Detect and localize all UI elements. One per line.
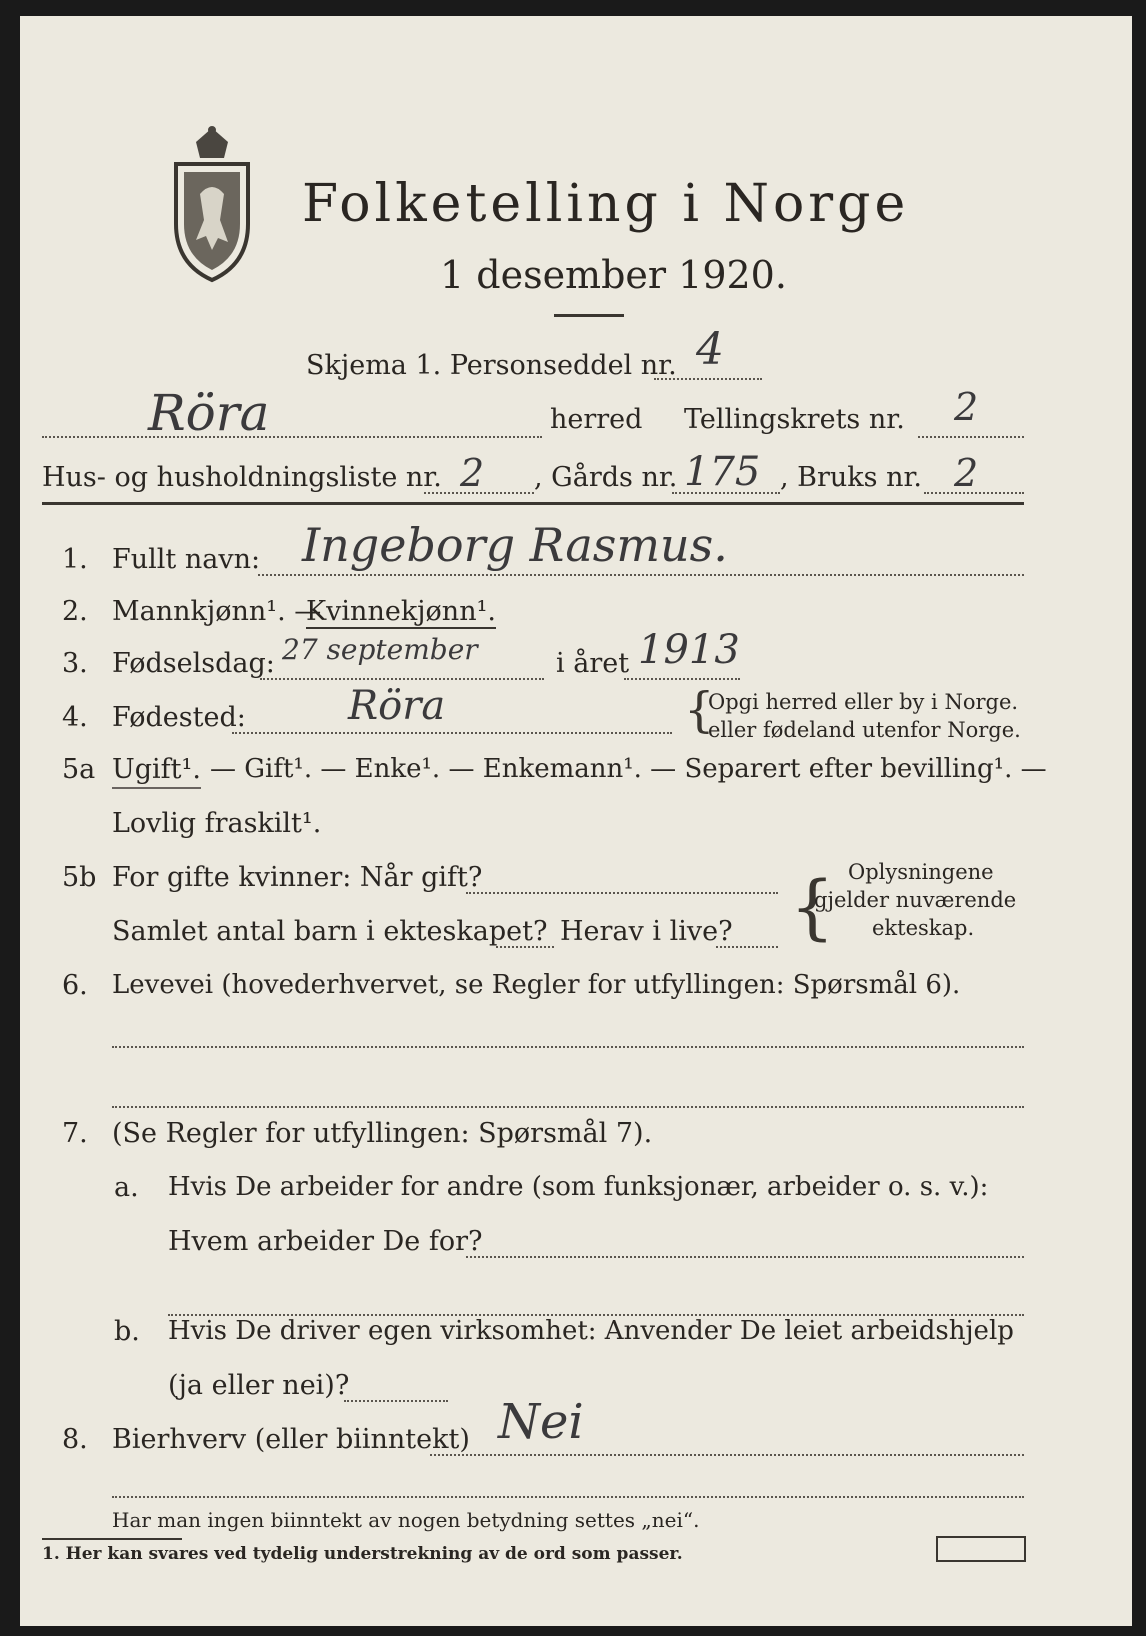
marital-other-options: — Gift¹. — Enke¹. — Enkemann¹. — Separert efter bevilling¹. — xyxy=(210,754,1047,784)
q4-label: Fødested: xyxy=(112,702,246,733)
herred-value: Röra xyxy=(148,384,270,442)
herred-label: herred xyxy=(550,404,643,435)
form-title: Folketelling i Norge xyxy=(302,174,910,234)
title-divider xyxy=(554,314,624,317)
q1-label: Fullt navn: xyxy=(112,544,261,575)
q5b-number: 5b xyxy=(62,862,97,893)
q1-number: 1. xyxy=(62,544,88,575)
q5b-label: For gifte kvinner: Når gift? xyxy=(112,862,483,893)
husliste-label: Hus- og husholdningsliste nr. xyxy=(42,462,442,493)
q6-number: 6. xyxy=(62,970,88,1001)
q5a-number: 5a xyxy=(62,754,96,785)
marital-divorced-option: Lovlig fraskilt¹. xyxy=(112,808,322,839)
birthplace-note-2: eller fødeland utenfor Norge. xyxy=(708,718,1021,742)
q2-number: 2. xyxy=(62,596,88,627)
q5b-note-2: gjelder nuværende xyxy=(814,888,1017,912)
tellingskrets-label: Tellingskrets nr. xyxy=(684,404,905,435)
norwegian-lion-coat-of-arms-icon xyxy=(166,124,258,284)
bruks-value: 2 xyxy=(954,451,979,495)
husliste-value: 2 xyxy=(460,451,485,495)
q8-label: Bierhverv (eller biinntekt) xyxy=(112,1424,470,1455)
year-label: i året xyxy=(556,648,630,679)
q6-label: Levevei (hovederhvervet, se Regler for utfyllingen: Spørsmål 6). xyxy=(112,970,961,1000)
schema-label: Skjema 1. Personseddel nr. xyxy=(306,350,677,381)
side-income-value: Nei xyxy=(498,1394,584,1450)
tellingskrets-value: 2 xyxy=(954,385,979,429)
q7b-number: b. xyxy=(114,1316,140,1347)
q4-number: 4. xyxy=(62,702,88,733)
full-name-value: Ingeborg Rasmus. xyxy=(302,518,728,572)
q5b-note-1: Oplysningene xyxy=(848,860,994,884)
birthday-value: 27 september xyxy=(282,633,478,666)
q7a-number: a. xyxy=(114,1172,139,1203)
q8-number: 8. xyxy=(62,1424,88,1455)
q7b-yesno-label: (ja eller nei)? xyxy=(168,1370,350,1401)
gender-male-option: Mannkjønn¹. — xyxy=(112,596,322,627)
gards-value: 175 xyxy=(684,449,761,495)
q5b-note-3: ekteskap. xyxy=(872,916,975,940)
gender-female-option: Kvinnekjønn¹. xyxy=(306,596,496,627)
form-date: 1 desember 1920. xyxy=(440,253,787,297)
q7a-employer-label: Hvem arbeider De for? xyxy=(168,1226,483,1257)
q3-label: Fødselsdag: xyxy=(112,648,275,679)
footer-note: Har man ingen biinntekt av nogen betydning settes „nei“. xyxy=(112,1508,700,1532)
birth-year-value: 1913 xyxy=(638,627,740,673)
q3-number: 3. xyxy=(62,648,88,679)
bruks-label: , Bruks nr. xyxy=(780,462,923,493)
footnote: 1. Her kan svares ved tydelig understrekning av de ord som passer. xyxy=(42,1544,683,1564)
q5b-alive-label: Herav i live? xyxy=(560,916,733,947)
q7b-label: Hvis De driver egen virksomhet: Anvender De leiet arbeidshjelp xyxy=(168,1316,1014,1346)
q5b-children-label: Samlet antal barn i ekteskapet? xyxy=(112,916,548,947)
gards-label: , Gårds nr. xyxy=(534,462,678,493)
header-divider xyxy=(42,502,1024,505)
birthplace-value: Röra xyxy=(348,683,446,729)
schema-number-value: 4 xyxy=(696,324,724,375)
q7a-label: Hvis De arbeider for andre (som funksjonær, arbeider o. s. v.): xyxy=(168,1172,989,1202)
q7-label: (Se Regler for utfyllingen: Spørsmål 7). xyxy=(112,1118,653,1149)
birthplace-note-1: Opgi herred eller by i Norge. xyxy=(708,690,1019,714)
census-form: Folketelling i Norge 1 desember 1920. Skjema 1. Personseddel nr. 4 Röra herred Tellingskrets nr. 2 Hus- og husholdningsliste nr. 2 , Gårds nr. 175 , Bruks nr. 2 1. Fullt navn: Ingeborg Rasmus. 2. Mannkjønn¹. — Kvinnekjønn¹. 3. Fødselsdag: 27 september i året 1913 4. Fødested: Röra { Opgi herred eller by i Norge. eller fødeland utenfor Norge. 5a Ugift¹. — Gift¹. — Enke¹. — Enkemann¹. — Separert efter bevilling¹. — Lovlig fraskilt¹. 5b For gifte kvinner: Når gift? Samlet antal barn i ekteskapet? Herav i live? { Oplysningene gjelder nuværende ekteskap. 6. Levevei (hovederhvervet, se Regler for utfyllingen: Spørsmål 6). 7. (Se Regler for utfyllingen: Spørsmål 7). a. Hvis De arbeider for andre (som funksjonær, arbeider o. s. v.): Hvem arbeider De for? b. Hvis De driver egen virksomhet: Anvender De leiet arbeidshjelp (ja eller nei)? 8. Bierhverv (eller biinntekt) Nei Har man ingen biinntekt av nogen betydning settes „nei“. 1. Her kan svares ved tydelig understrekning av de ord som passer. xyxy=(20,16,1132,1626)
marital-unmarried-option: Ugift¹. xyxy=(112,756,201,789)
printer-stamp xyxy=(936,1536,1026,1562)
q7-number: 7. xyxy=(62,1118,88,1149)
